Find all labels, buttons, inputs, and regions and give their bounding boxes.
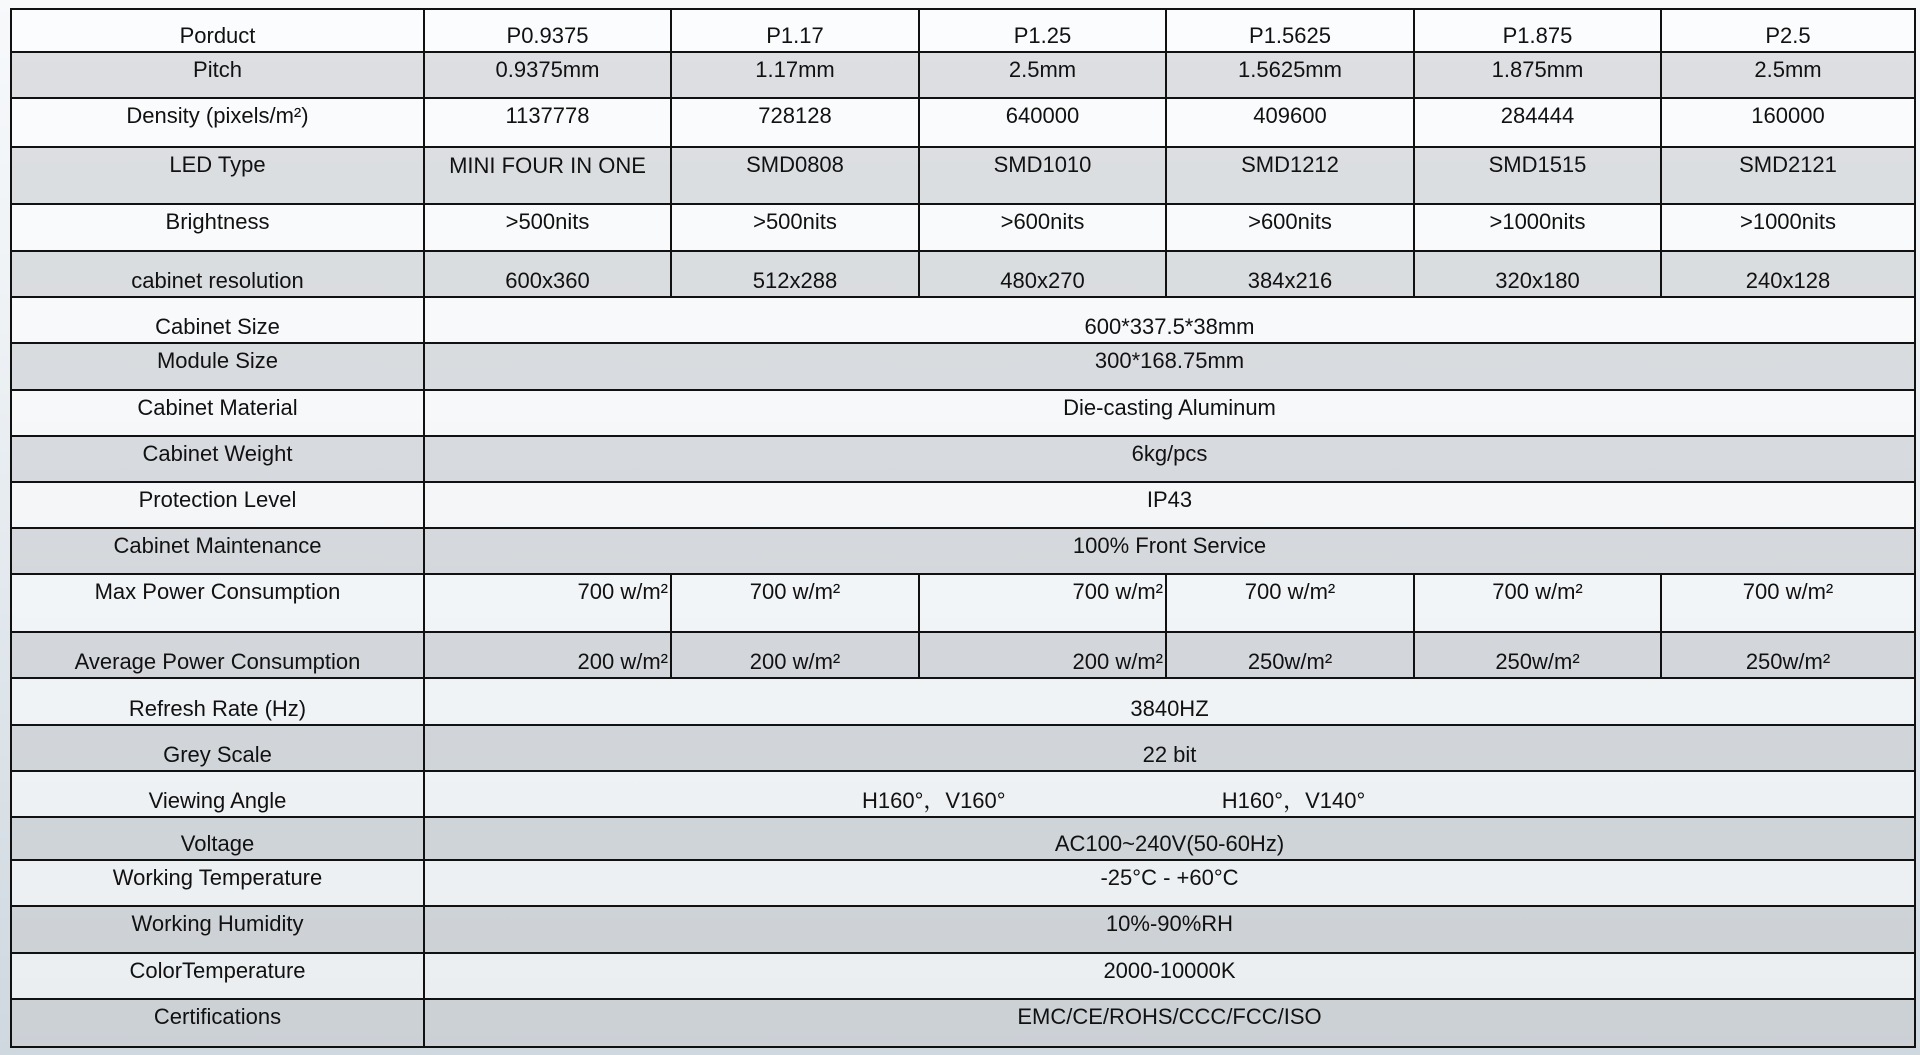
model-header: P1.25 bbox=[919, 9, 1166, 52]
cabinet-material-row bbox=[11, 390, 1915, 436]
model-header: P1.17 bbox=[671, 9, 919, 52]
cell: 409600 bbox=[1166, 98, 1414, 147]
row-label: Protection Level bbox=[11, 482, 424, 528]
cell: 512x288 bbox=[671, 251, 919, 297]
cell: 6kg/pcs bbox=[424, 436, 1915, 482]
cell: 700 w/m² bbox=[1414, 574, 1661, 632]
cell: MINI FOUR IN ONE bbox=[424, 147, 671, 204]
cell: >1000nits bbox=[1414, 204, 1661, 251]
cell: 2.5mm bbox=[1661, 52, 1915, 98]
row-label: ColorTemperature bbox=[11, 953, 424, 999]
model-header: P1.875 bbox=[1414, 9, 1661, 52]
cell: 160000 bbox=[1661, 98, 1915, 147]
max-power-row bbox=[11, 574, 1915, 632]
working-temperature-row bbox=[11, 860, 1915, 906]
model-header: P0.9375 bbox=[424, 9, 671, 52]
cell: 10%-90%RH bbox=[424, 906, 1915, 953]
cabinet-resolution-row bbox=[11, 251, 1915, 297]
cell: 0.9375mm bbox=[424, 52, 671, 98]
cabinet-maintenance-row bbox=[11, 528, 1915, 574]
row-label: Module Size bbox=[11, 343, 424, 390]
viewing-angle-cell bbox=[424, 771, 1915, 817]
cell: 700 w/m² bbox=[671, 574, 919, 632]
cell: 1.17mm bbox=[671, 52, 919, 98]
cell: 22 bit bbox=[424, 725, 1915, 771]
row-label: Grey Scale bbox=[11, 725, 424, 771]
cell: EMC/CE/ROHS/CCC/FCC/ISO bbox=[424, 999, 1915, 1047]
row-label: Voltage bbox=[11, 817, 424, 860]
cell: >600nits bbox=[1166, 204, 1414, 251]
cell: 700 w/m² bbox=[424, 574, 671, 632]
cell: 2000-10000K bbox=[424, 953, 1915, 999]
cell: 480x270 bbox=[919, 251, 1166, 297]
cell: SMD0808 bbox=[671, 147, 919, 204]
cell: >600nits bbox=[919, 204, 1166, 251]
cell: 250w/m² bbox=[1661, 632, 1915, 678]
row-label: Refresh Rate (Hz) bbox=[11, 678, 424, 724]
cell: SMD1515 bbox=[1414, 147, 1661, 204]
working-humidity-row bbox=[11, 906, 1915, 953]
cell: 700 w/m² bbox=[919, 574, 1166, 632]
row-label: Cabinet Material bbox=[11, 390, 424, 436]
cell: SMD1010 bbox=[919, 147, 1166, 204]
cell: 2.5mm bbox=[919, 52, 1166, 98]
cell: 1.5625mm bbox=[1166, 52, 1414, 98]
color-temperature-row bbox=[11, 953, 1915, 999]
cell: 640000 bbox=[919, 98, 1166, 147]
cell: 300*168.75mm bbox=[424, 343, 1915, 390]
certifications-row bbox=[11, 999, 1915, 1047]
cell: SMD2121 bbox=[1661, 147, 1915, 204]
pitch-row bbox=[11, 52, 1915, 98]
model-header: P2.5 bbox=[1661, 9, 1915, 52]
viewing-angle-value-b: H160°，V140° bbox=[1221, 787, 1366, 813]
header-row bbox=[11, 9, 1915, 52]
cell: AC100~240V(50-60Hz) bbox=[424, 817, 1915, 860]
module-size-row bbox=[11, 343, 1915, 390]
cell: >1000nits bbox=[1661, 204, 1915, 251]
row-label: Certifications bbox=[11, 999, 424, 1047]
led-spec-table bbox=[10, 8, 1916, 1048]
avg-power-row bbox=[11, 632, 1915, 678]
led-type-row bbox=[11, 147, 1915, 204]
cell: 240x128 bbox=[1661, 251, 1915, 297]
cell: -25°C - +60°C bbox=[424, 860, 1915, 906]
viewing-angle-value-a: H160°，V160° bbox=[862, 787, 1006, 813]
protection-level-row bbox=[11, 482, 1915, 528]
cell: 284444 bbox=[1414, 98, 1661, 147]
cell: 700 w/m² bbox=[1661, 574, 1915, 632]
density-row bbox=[11, 98, 1915, 147]
viewing-angle-row bbox=[11, 771, 1915, 817]
cell: 200 w/m² bbox=[671, 632, 919, 678]
row-label: Max Power Consumption bbox=[11, 574, 424, 632]
cell: >500nits bbox=[671, 204, 919, 251]
spec-table-container bbox=[10, 8, 1914, 1048]
row-label: LED Type bbox=[11, 147, 424, 204]
row-label: Density (pixels/m²) bbox=[11, 98, 424, 147]
cell: 1137778 bbox=[424, 98, 671, 147]
model-header: P1.5625 bbox=[1166, 9, 1414, 52]
cell: 384x216 bbox=[1166, 251, 1414, 297]
row-label: Average Power Consumption bbox=[11, 632, 424, 678]
cell: Die-casting Aluminum bbox=[424, 390, 1915, 436]
row-label: Pitch bbox=[11, 52, 424, 98]
row-label: cabinet resolution bbox=[11, 251, 424, 297]
cell: 320x180 bbox=[1414, 251, 1661, 297]
row-label: Cabinet Size bbox=[11, 297, 424, 343]
cell: 700 w/m² bbox=[1166, 574, 1414, 632]
cell: 200 w/m² bbox=[919, 632, 1166, 678]
cell: 3840HZ bbox=[424, 678, 1915, 724]
grey-scale-row bbox=[11, 725, 1915, 771]
cabinet-size-row bbox=[11, 297, 1915, 343]
cell: 250w/m² bbox=[1166, 632, 1414, 678]
cell: 250w/m² bbox=[1414, 632, 1661, 678]
voltage-row bbox=[11, 817, 1915, 860]
row-label: Cabinet Maintenance bbox=[11, 528, 424, 574]
cell: IP43 bbox=[424, 482, 1915, 528]
row-label: Working Humidity bbox=[11, 906, 424, 953]
header-label: Porduct bbox=[11, 9, 424, 52]
cell: >500nits bbox=[424, 204, 671, 251]
refresh-rate-row bbox=[11, 678, 1915, 724]
cell: 600*337.5*38mm bbox=[424, 297, 1915, 343]
cell: 100% Front Service bbox=[424, 528, 1915, 574]
cell: SMD1212 bbox=[1166, 147, 1414, 204]
row-label: Cabinet Weight bbox=[11, 436, 424, 482]
cell: 728128 bbox=[671, 98, 919, 147]
row-label: Brightness bbox=[11, 204, 424, 251]
cell: 1.875mm bbox=[1414, 52, 1661, 98]
cell: 600x360 bbox=[424, 251, 671, 297]
cell: 200 w/m² bbox=[424, 632, 671, 678]
cabinet-weight-row bbox=[11, 436, 1915, 482]
brightness-row bbox=[11, 204, 1915, 251]
row-label: Working Temperature bbox=[11, 860, 424, 906]
row-label: Viewing Angle bbox=[11, 771, 424, 817]
